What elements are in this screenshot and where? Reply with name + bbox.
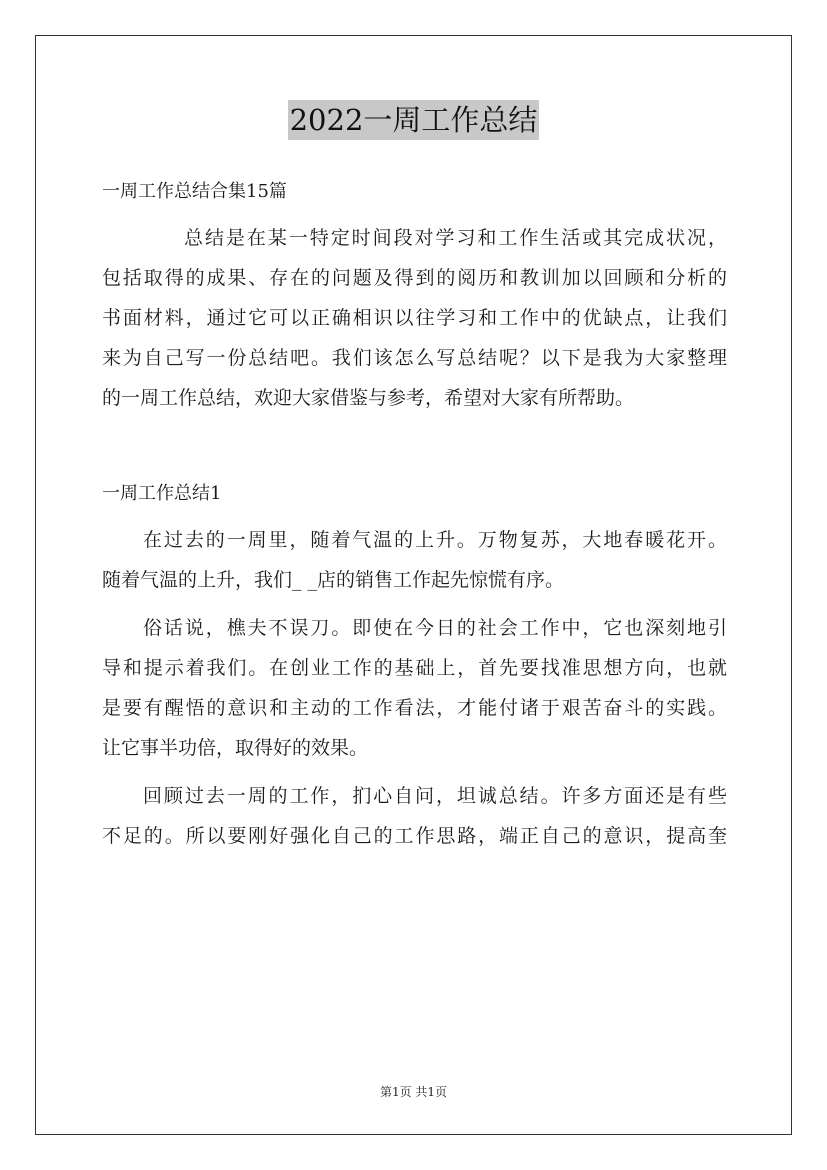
intro-line[interactable]: 包括取得的成果、存在的问题及得到的阅历和教训加以回顾和分析的 [102,267,727,289]
spacer [102,600,727,608]
intro-line[interactable]: 来为自己写一份总结吧。我们该怎么写总结呢？以下是我为大家整理 [102,347,727,369]
intro-line[interactable]: 总结是在某一特定时间段对学习和工作生活或其完成状况， [184,227,727,249]
paragraph-line[interactable]: 随着气温的上升，我们_ _店的销售工作起先惊慌有序。 [102,569,565,591]
section1-paragraph-1 [102,520,727,600]
document-subtitle[interactable]: 一周工作总结合集15篇 [102,181,287,202]
paragraph-line[interactable]: 导和提示着我们。在创业工作的基础上，首先要找准思想方向，也就 [102,657,727,679]
spacer [102,768,727,776]
document-body [102,172,727,856]
paragraph-line[interactable]: 是要有醒悟的意识和主动的工作看法，才能付诸于艰苦奋斗的实践。 [102,697,727,719]
paragraph-line[interactable]: 俗话说，樵夫不误刀。即使在今日的社会工作中，它也深刻地引 [143,617,727,639]
paragraph-line[interactable]: 不足的。所以要刚好强化自己的工作思路，端正自己的意识，提高奎 [102,825,727,847]
section-heading[interactable]: 一周工作总结1 [102,483,222,504]
spacer [102,418,727,474]
section1-paragraph-2 [102,608,727,768]
paragraph-line[interactable]: 在过去的一周里，随着气温的上升。万物复苏，大地春暖花开。 [143,529,727,551]
paragraph-line[interactable]: 让它事半功倍，取得好的效果。 [102,737,369,759]
document-title[interactable]: 2022一周工作总结 [288,100,540,140]
paragraph-line[interactable]: 回顾过去一周的工作，扪心自问，坦诚总结。许多方面还是有些 [143,785,727,807]
title-container [0,100,827,140]
page-footer: 第1页 共1页 [379,1085,448,1099]
intro-paragraph [102,218,727,418]
intro-line[interactable]: 书面材料，通过它可以正确相识以往学习和工作中的优缺点，让我们 [102,307,727,329]
intro-line[interactable]: 的一周工作总结，欢迎大家借鉴与参考，希望对大家有所帮助。 [102,387,635,409]
section1-paragraph-3 [102,776,727,856]
